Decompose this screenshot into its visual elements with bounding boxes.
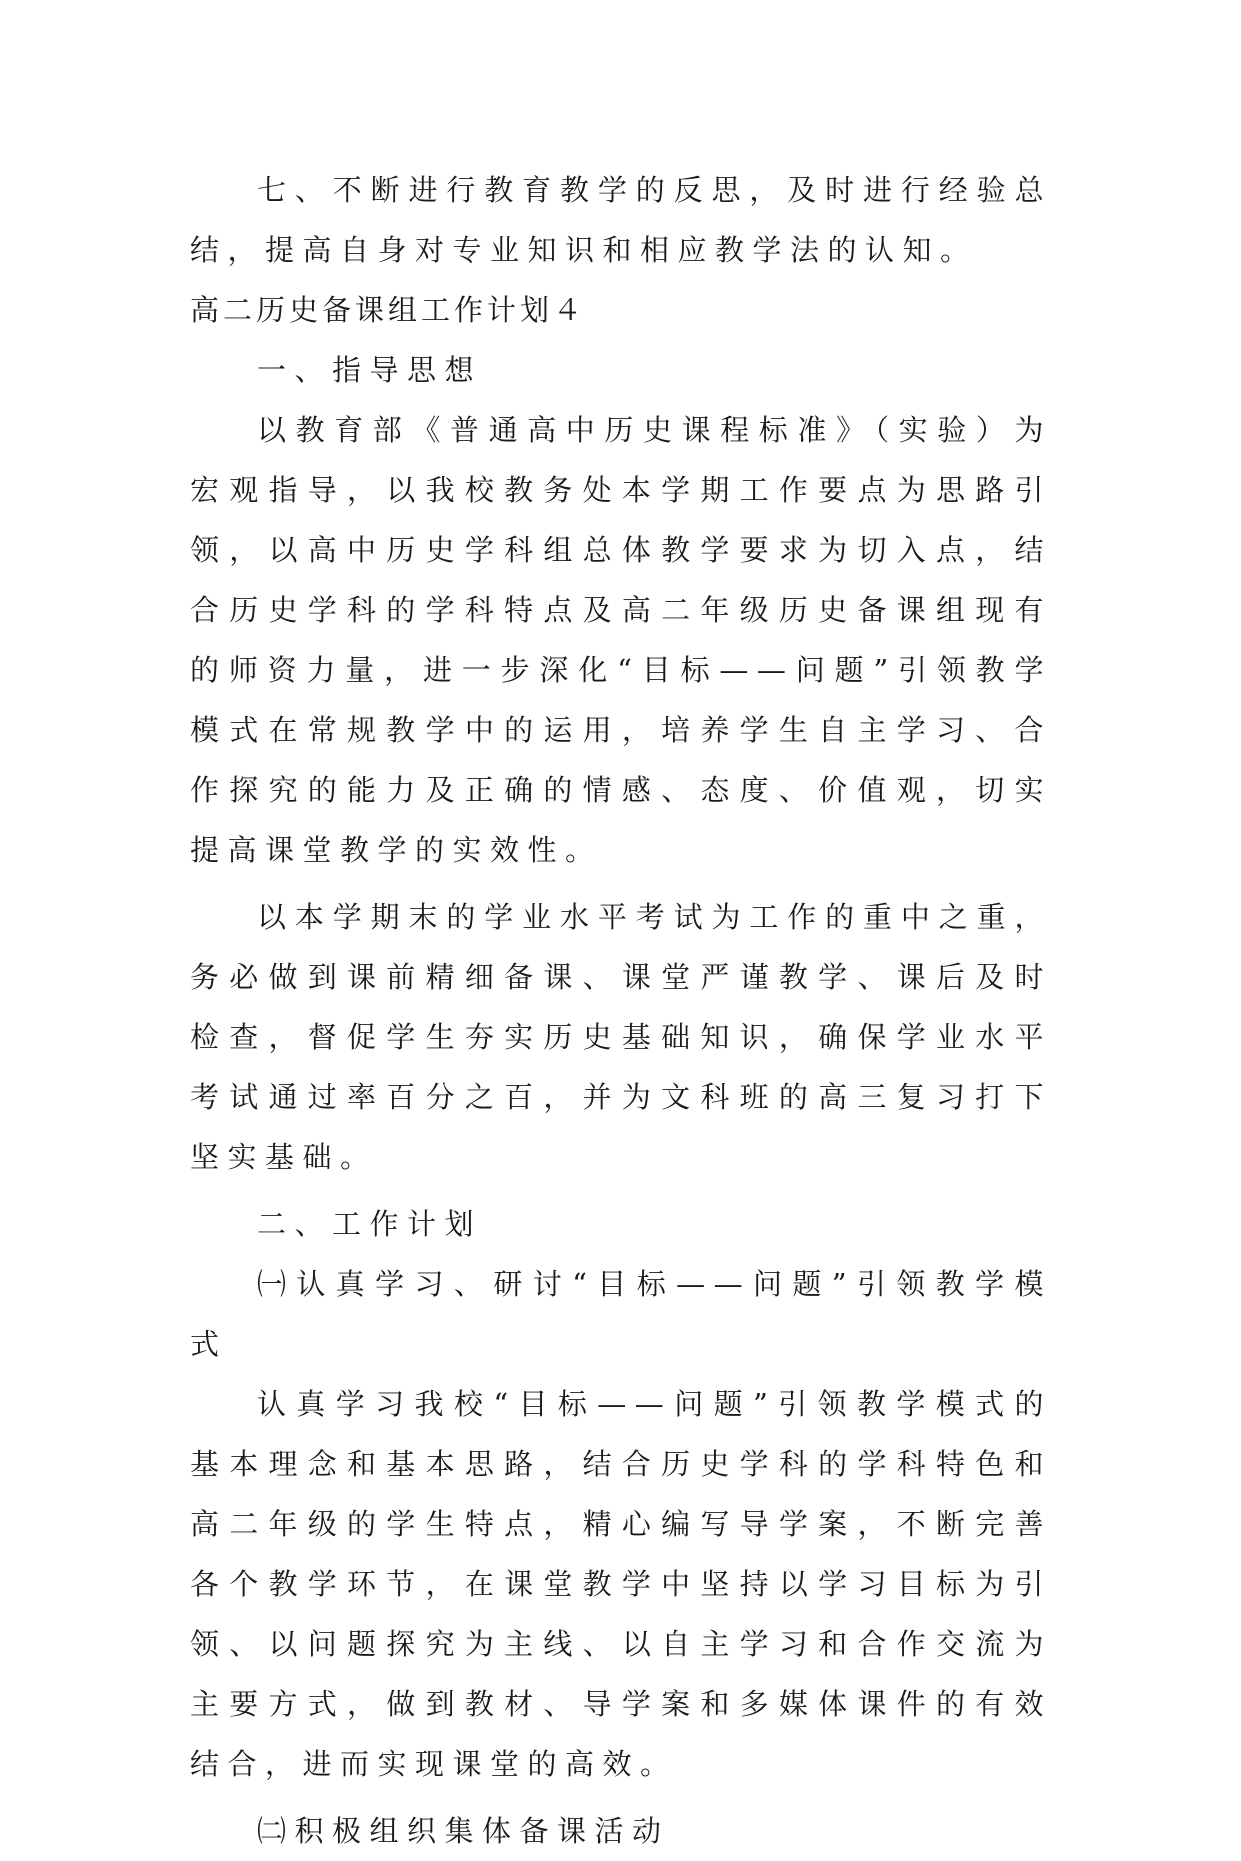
subheading-plan-2: ㈡积极组织集体备课活动: [257, 1814, 670, 1848]
document-page: [190, 160, 1052, 1861]
section-title: 高二历史备课组工作计划４: [190, 293, 587, 327]
heading-work-plan: 二、工作计划: [257, 1207, 483, 1241]
paragraph-item-7-reflection: 七、不断进行教育教学的反思，及时进行经验总结，提高自身对专业知识和相应教学法的认知。: [190, 173, 1052, 267]
paragraph-plan-1: 认真学习我校“目标——问题”引领教学模式的基本理念和基本思路，结合历史学科的学科特色和高二年级的学生特点，精心编写导学案，不断完善各个教学环节，在课堂教学中坚持以学习目标为引领、以问题探究为主线、以自主学习和合作交流为主要方式，做到教材、导学案和多媒体课件的有效结合，进而实现课堂的高效。: [190, 1387, 1052, 1781]
subheading-plan-1: ㈠认真学习、研讨“目标——问题”引领教学模式: [190, 1267, 1052, 1361]
paragraph-guiding-thought: 以教育部《普通高中历史课程标准》（实验）为宏观指导，以我校教务处本学期工作要点为思路引领，以高中历史学科组总体教学要求为切入点，结合历史学科的学科特点及高二年级历史备课组现有的师资力量，进一步深化“目标——问题”引领教学模式在常规教学中的运用，培养学生自主学习、合作探究的能力及正确的情感、态度、价值观，切实提高课堂教学的实效性。: [190, 413, 1052, 867]
heading-guiding-thought: 一、指导思想: [257, 353, 483, 387]
paragraph-exam-focus: 以本学期末的学业水平考试为工作的重中之重，务必做到课前精细备课、课堂严谨教学、课后及时检查，督促学生夯实历史基础知识，确保学业水平考试通过率百分之百，并为文科班的高三复习打下坚实基础。: [190, 900, 1052, 1174]
